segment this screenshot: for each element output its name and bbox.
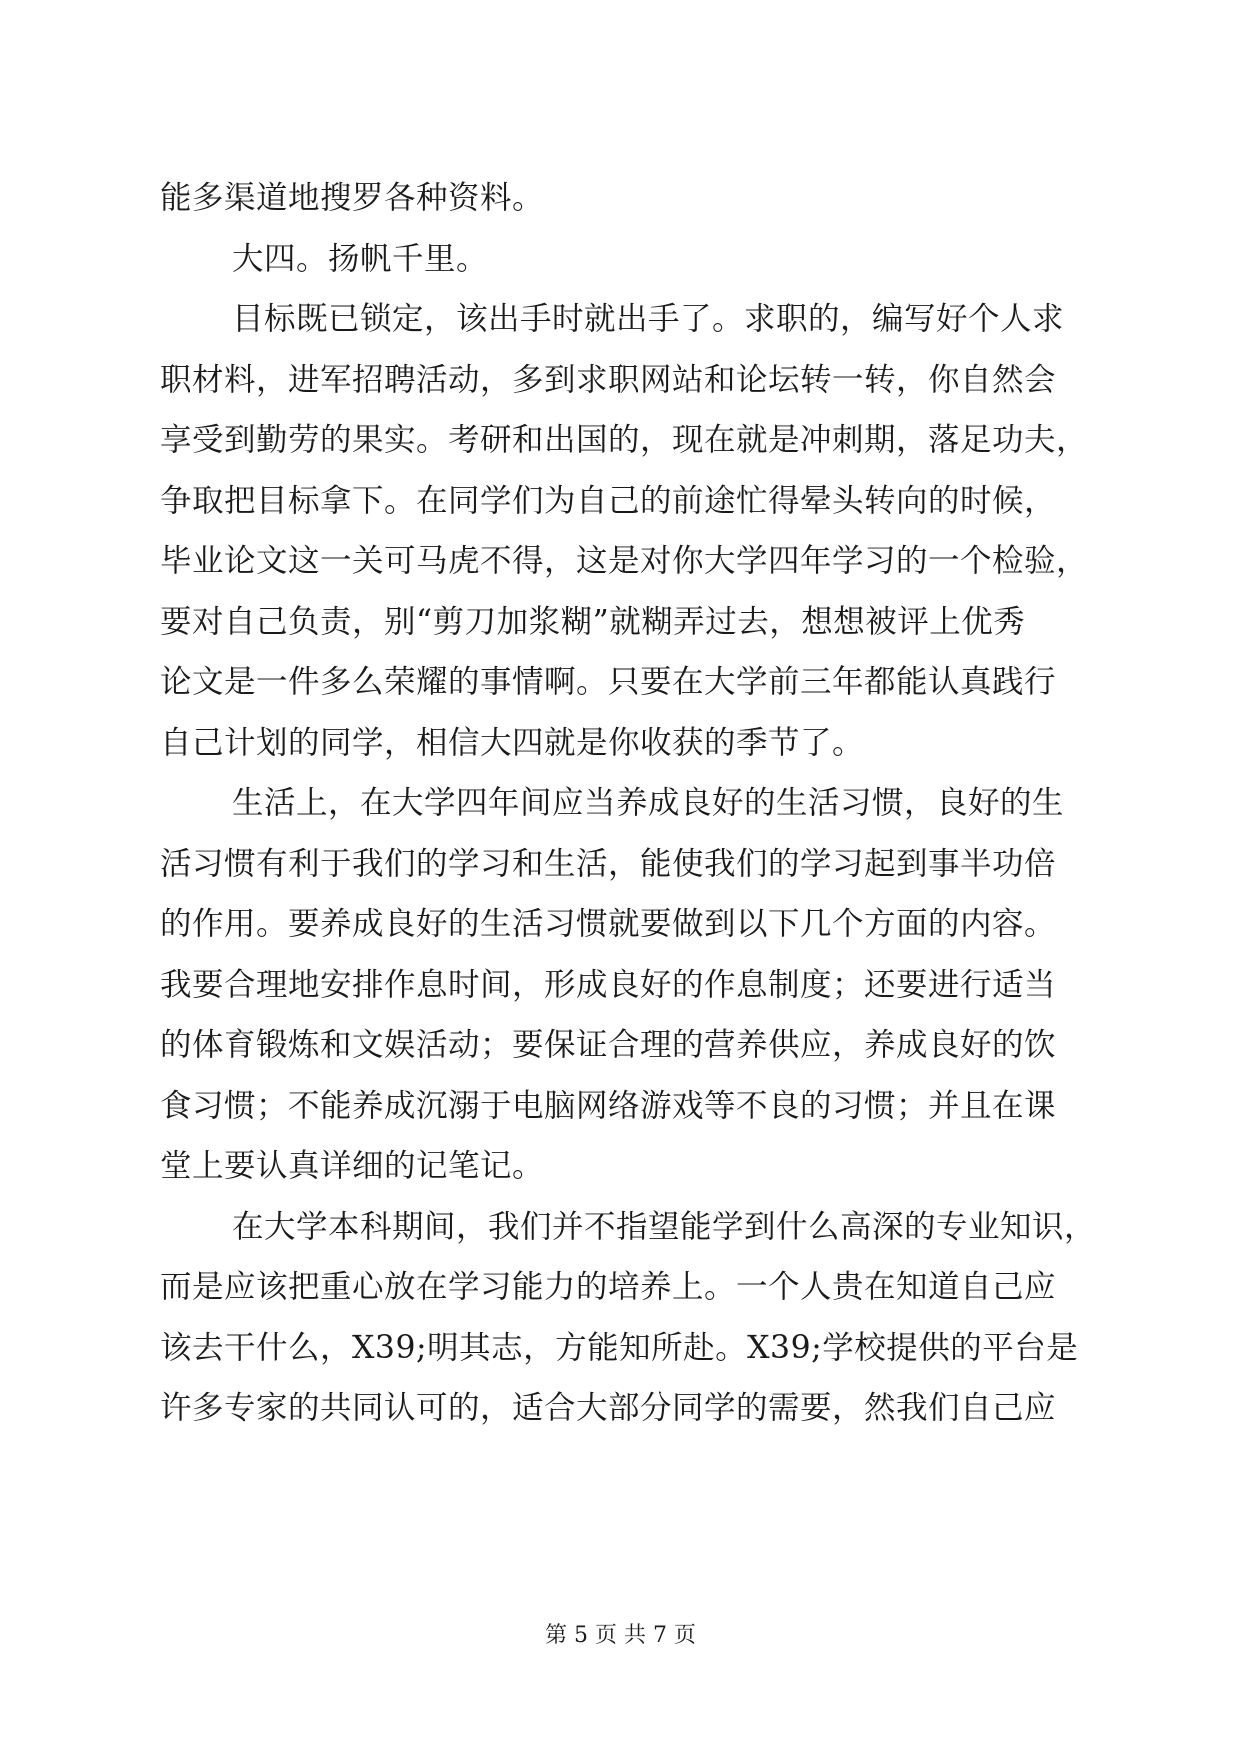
text-line: 自己计划的同学，相信大四就是你收获的季节了。 (160, 724, 865, 761)
text-line: 生活上，在大学四年间应当养成良好的生活习惯，良好的生 (232, 785, 1065, 821)
text-line: 活习惯有利于我们的学习和生活，能使我们的学习起到事半功倍 (160, 845, 1057, 882)
text-line: 论文是一件多么荣耀的事情啊。只要在大学前三年都能认真践行 (160, 664, 1057, 700)
text-line: 在大学本科期间，我们并不指望能学到什么高深的专业知识， (232, 1208, 1097, 1245)
text-line: 堂上要认真详细的记笔记。 (160, 1148, 545, 1184)
text-line: 的作用。要养成良好的生活习惯就要做到以下几个方面的内容。 (160, 906, 1057, 942)
text-line: 享受到勤劳的果实。考研和出国的，现在就是冲刺期，落足功夫， (160, 422, 1089, 458)
text-line: 要对自己负责，别“剪刀加浆糊”就糊弄过去，想想被评上优秀 (160, 603, 1026, 640)
text-line: 大四。扬帆千里。 (232, 240, 489, 277)
text-line: 毕业论文这一关可马虎不得，这是对你大学四年学习的一个检验， (160, 543, 1089, 579)
body-text (160, 168, 1097, 1439)
text-line: 目标既已锁定，该出手时就出手了。求职的，编写好个人求 (232, 301, 1065, 337)
text-line: 该去干什么，X39;明其志，方能知所赴。X39;学校提供的平台是 (160, 1329, 1079, 1366)
page-number-footer: 第 5 页 共 7 页 (545, 1623, 696, 1648)
text-line: 食习惯；不能养成沉溺于电脑网络游戏等不良的习惯；并且在课 (160, 1087, 1057, 1124)
text-line: 能多渠道地搜罗各种资料。 (160, 180, 545, 216)
text-line: 而是应该把重心放在学习能力的培养上。一个人贵在知道自己应 (160, 1269, 1057, 1305)
text-line: 许多专家的共同认可的，适合大部分同学的需要，然我们自己应 (160, 1390, 1057, 1426)
text-line: 争取把目标拿下。在同学们为自己的前途忙得晕头转向的时候， (160, 482, 1057, 519)
text-line: 我要合理地安排作息时间，形成良好的作息制度；还要进行适当 (160, 966, 1057, 1003)
text-line: 的体育锻炼和文娱活动；要保证合理的营养供应，养成良好的饮 (160, 1027, 1057, 1063)
text-line: 职材料，进军招聘活动，多到求职网站和论坛转一转，你自然会 (160, 361, 1057, 398)
